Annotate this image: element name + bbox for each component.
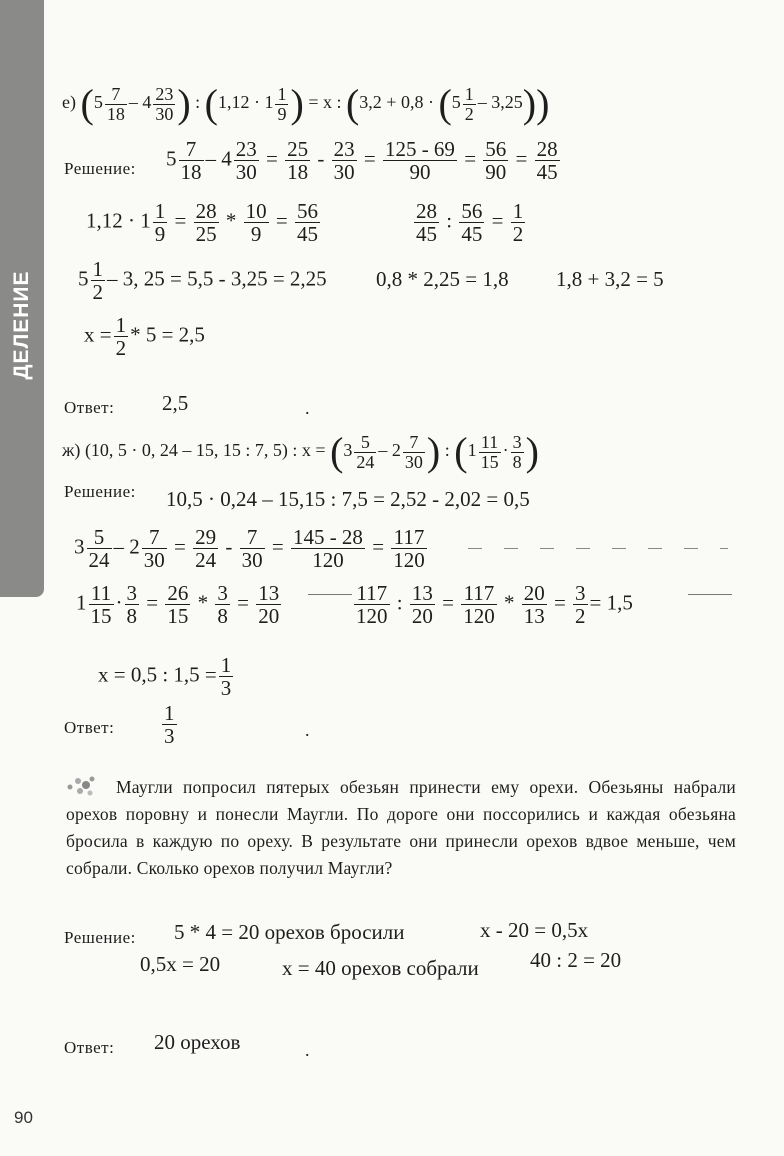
w1: 5 [166, 146, 177, 171]
frac [461, 582, 497, 627]
section-title: ДЕЛЕНИЕ [10, 270, 33, 380]
num: 3 [575, 581, 586, 605]
op: : [396, 590, 403, 615]
num: 26 [167, 581, 189, 605]
solution-zh-line3b [352, 582, 633, 627]
w1: 3 [74, 534, 85, 559]
den: 15 [167, 604, 189, 629]
num: 1 [464, 83, 474, 104]
answer-zh-dot: . [305, 720, 310, 740]
num: 7 [240, 526, 265, 549]
num: 10 [245, 199, 267, 223]
post: * 5 = 2,5 [130, 322, 205, 347]
eq: = [146, 590, 159, 615]
den: 30 [235, 160, 257, 185]
num: 56 [461, 199, 483, 223]
task-line4: x = 40 орехов собрали [282, 956, 479, 980]
paren: ( [330, 429, 344, 474]
paren: ) [525, 429, 539, 474]
num: 28 [416, 199, 437, 223]
num: 29 [195, 525, 217, 549]
den: 18 [180, 160, 202, 185]
op: * [225, 208, 237, 233]
frac [391, 526, 427, 571]
colon: : [195, 92, 201, 113]
den: 45 [461, 222, 483, 247]
num: 7 [142, 526, 167, 549]
op: * [503, 590, 515, 615]
den: 20 [411, 604, 433, 629]
pre: 1,12 · 1 [86, 208, 151, 233]
num: 125 - 69 [384, 137, 455, 161]
num: 1 [92, 257, 103, 281]
frac [125, 582, 140, 627]
paren: ) [426, 429, 441, 474]
eq: = [271, 534, 284, 559]
num: 145 - 28 [292, 525, 363, 549]
solution-label-zh: Решение: [64, 482, 136, 501]
den: 9 [250, 222, 262, 247]
den: 120 [356, 604, 388, 629]
den: 25 [195, 222, 217, 247]
den: 90 [409, 160, 431, 185]
den: 2 [464, 103, 474, 124]
frac [410, 582, 435, 627]
minus: – 4 [128, 92, 152, 113]
num: 11 [479, 433, 501, 453]
den: 18 [106, 103, 125, 124]
frac [194, 200, 219, 245]
den: 45 [296, 222, 318, 247]
den: 2 [115, 336, 127, 361]
num: 23 [235, 137, 257, 161]
paren: ) [290, 81, 304, 126]
paren: ( [345, 81, 360, 126]
op: : [446, 208, 453, 233]
mul-a: 1,12 · 1 [217, 92, 274, 113]
num: 3 [512, 431, 522, 452]
solution-e-line3c: 1,8 + 3,2 = 5 [556, 267, 664, 291]
frac [89, 582, 114, 627]
dash-line [468, 548, 728, 549]
den: 15 [90, 604, 112, 629]
solution-label-e: Решение: [64, 159, 136, 178]
frac [87, 526, 112, 571]
solution-e-line2b [412, 200, 527, 245]
frac [291, 526, 365, 571]
solution-e-line3b: 0,8 * 2,25 = 1,8 [376, 267, 509, 291]
solution-zh-line4 [98, 654, 235, 699]
frac [256, 582, 281, 627]
num: 5 [354, 433, 376, 453]
frac [244, 200, 269, 245]
eq: = [515, 146, 528, 171]
dot: · [502, 440, 509, 461]
frac-7-18 [105, 85, 127, 124]
eq: = [464, 146, 477, 171]
eq: = [372, 534, 385, 559]
task-line2: x - 20 = 0,5x [480, 918, 589, 942]
den: 8 [126, 604, 137, 629]
op: - [317, 146, 325, 171]
eq: = [491, 208, 504, 233]
den: 2 [512, 222, 524, 247]
den: 2 [575, 604, 586, 629]
frac-1-9 [275, 85, 288, 124]
problem-e-letter: е) [62, 92, 76, 113]
problem-zh-letter: ж) [62, 440, 81, 461]
num: 1 [277, 83, 287, 104]
rest: – 3, 25 = 5,5 - 3,25 = 2,25 [107, 266, 327, 291]
eq: = [363, 146, 376, 171]
w1: 3 [343, 440, 353, 461]
frac [573, 582, 588, 627]
num: 7 [179, 138, 204, 161]
answer-e-dot: . [305, 398, 310, 418]
frac [295, 200, 320, 245]
den: 8 [217, 604, 228, 629]
paren: ) [177, 81, 191, 126]
t4-whole: 5 [451, 92, 461, 113]
num: 25 [287, 137, 309, 161]
eq-x: = x : [308, 92, 342, 113]
frac [535, 138, 560, 183]
num: 56 [296, 199, 318, 223]
den: 13 [523, 604, 545, 629]
paren: ( [454, 429, 468, 474]
eq: = [442, 590, 454, 615]
answer-task-dot: . [305, 1040, 310, 1060]
den: 120 [312, 548, 344, 573]
minus: – 4 [205, 146, 232, 171]
den: 30 [155, 103, 174, 124]
task-line1: 5 * 4 = 20 орехов бросили [174, 920, 405, 944]
num: 3 [126, 581, 137, 605]
eq: = [174, 534, 186, 559]
frac [162, 702, 177, 747]
solution-e-line4 [84, 314, 205, 359]
frac [91, 258, 106, 303]
paren: ( [80, 81, 94, 126]
paren: ( [204, 81, 218, 126]
den: 3 [220, 676, 232, 701]
frac [479, 433, 501, 472]
num: 117 [461, 582, 497, 605]
frac [285, 138, 310, 183]
dash-line [688, 594, 732, 595]
num: 1 [512, 199, 524, 223]
problem-zh-statement [62, 429, 539, 474]
dash-line [308, 594, 352, 595]
num: 7 [105, 85, 127, 105]
eq: = [275, 208, 288, 233]
answer-label-zh: Ответ: [64, 718, 115, 737]
den: 30 [241, 548, 263, 573]
den: 30 [404, 451, 423, 472]
eq: = [266, 146, 278, 171]
sidebar-tab [0, 575, 44, 597]
num: 5 [87, 526, 112, 549]
num: 23 [155, 83, 174, 104]
w3: 1 [467, 440, 477, 461]
den: 90 [485, 160, 507, 185]
frac [459, 200, 484, 245]
num: 11 [89, 582, 114, 605]
whole: 5 [78, 266, 89, 291]
den: 8 [512, 451, 522, 472]
frac [511, 200, 526, 245]
frac [219, 654, 234, 699]
num: 3 [217, 581, 228, 605]
den: 30 [333, 160, 355, 185]
frac [114, 314, 129, 359]
frac [354, 582, 390, 627]
paren: ( [438, 81, 452, 126]
answer-task: 20 орехов [154, 1030, 241, 1054]
op: - [225, 534, 233, 559]
frac [522, 582, 547, 627]
sum-a: 3,2 + 0,8 · [359, 92, 434, 113]
frac [165, 582, 190, 627]
num: 13 [411, 581, 433, 605]
den: 15 [480, 451, 499, 472]
frac [234, 138, 259, 183]
op: * [197, 590, 209, 615]
eq: = [553, 590, 566, 615]
num: 20 [523, 581, 545, 605]
den: 18 [287, 160, 309, 185]
den: 45 [536, 160, 558, 185]
num: 7 [403, 433, 425, 453]
frac-1-2 [463, 85, 476, 124]
den: 24 [356, 451, 375, 472]
frac [511, 433, 524, 472]
frac [403, 433, 425, 472]
num: 13 [258, 581, 280, 605]
frac [332, 138, 357, 183]
den: 45 [416, 222, 437, 247]
den: 9 [154, 222, 166, 247]
num: 28 [195, 199, 217, 223]
dot: · [115, 590, 123, 615]
den: 24 [88, 548, 110, 573]
frac [354, 433, 376, 472]
den: 20 [258, 604, 280, 629]
pre: x = [84, 322, 112, 347]
frac [215, 582, 230, 627]
frac [383, 138, 457, 183]
pre: x = 0,5 : 1,5 = [98, 662, 217, 687]
den: 3 [164, 724, 175, 749]
answer-label-e: Ответ: [64, 398, 115, 417]
den: 30 [143, 548, 165, 573]
frac [153, 200, 168, 245]
solution-e-line2 [86, 200, 322, 245]
num: 1 [220, 653, 232, 677]
num: 1 [164, 701, 175, 725]
answer-e: 2,5 [162, 391, 189, 415]
frac [142, 526, 167, 571]
minus: – 2 [378, 440, 401, 461]
task-text: Маугли попросил пятерых обезьян принести ему орехи. Обезьяны набрали орехов поровну и понесли Маугли. По дороге они поссорились и каждая обезьяна бросила в каждую по ореху. В результате они принесли орехов вдвое меньше, чем собрали. Сколько орехов получил Маугли? [66, 777, 736, 878]
task-line5: 40 : 2 = 20 [530, 948, 622, 972]
frac [179, 138, 204, 183]
den: 120 [463, 604, 495, 629]
solution-label-task: Решение: [64, 928, 136, 947]
num: 56 [485, 137, 507, 161]
eq: = [174, 208, 187, 233]
paren: )) [522, 81, 550, 126]
num: 28 [536, 137, 558, 161]
num: 117 [354, 582, 390, 605]
solution-zh-line2 [74, 526, 429, 571]
frac [414, 200, 439, 245]
num: 117 [391, 526, 427, 549]
den: 120 [393, 548, 425, 573]
answer-zh [160, 702, 179, 747]
num: 1 [154, 199, 166, 223]
solution-zh-line1: 10,5 · 0,24 – 15,15 : 7,5 = 2,52 - 2,02 = 0,5 [166, 487, 530, 511]
den: 2 [92, 280, 103, 305]
answer-label-task: Ответ: [64, 1038, 115, 1057]
problem-e-statement [62, 81, 550, 126]
num: 1 [115, 313, 127, 337]
tail: = 1,5 [589, 590, 633, 615]
solution-e-line3 [78, 258, 327, 303]
den: 9 [277, 103, 287, 124]
num: 23 [333, 137, 355, 161]
w1: 1 [76, 590, 87, 615]
den: 24 [195, 548, 217, 573]
frac-23-30 [153, 85, 175, 124]
lhs: (10, 5 · 0, 24 – 15, 15 : 7, 5) : x = [84, 440, 326, 461]
frac [240, 526, 265, 571]
eq: = [237, 590, 249, 615]
task-line3: 0,5x = 20 [140, 952, 221, 976]
minus: – 2 [113, 534, 140, 559]
t4-tail: – 3,25 [477, 92, 523, 113]
frac [193, 526, 218, 571]
page-number: 90 [14, 1108, 33, 1127]
t1-whole: 5 [93, 92, 103, 113]
colon: : [444, 440, 450, 461]
solution-zh-line3 [76, 582, 283, 627]
solution-e-line1 [166, 138, 562, 183]
frac [483, 138, 508, 183]
